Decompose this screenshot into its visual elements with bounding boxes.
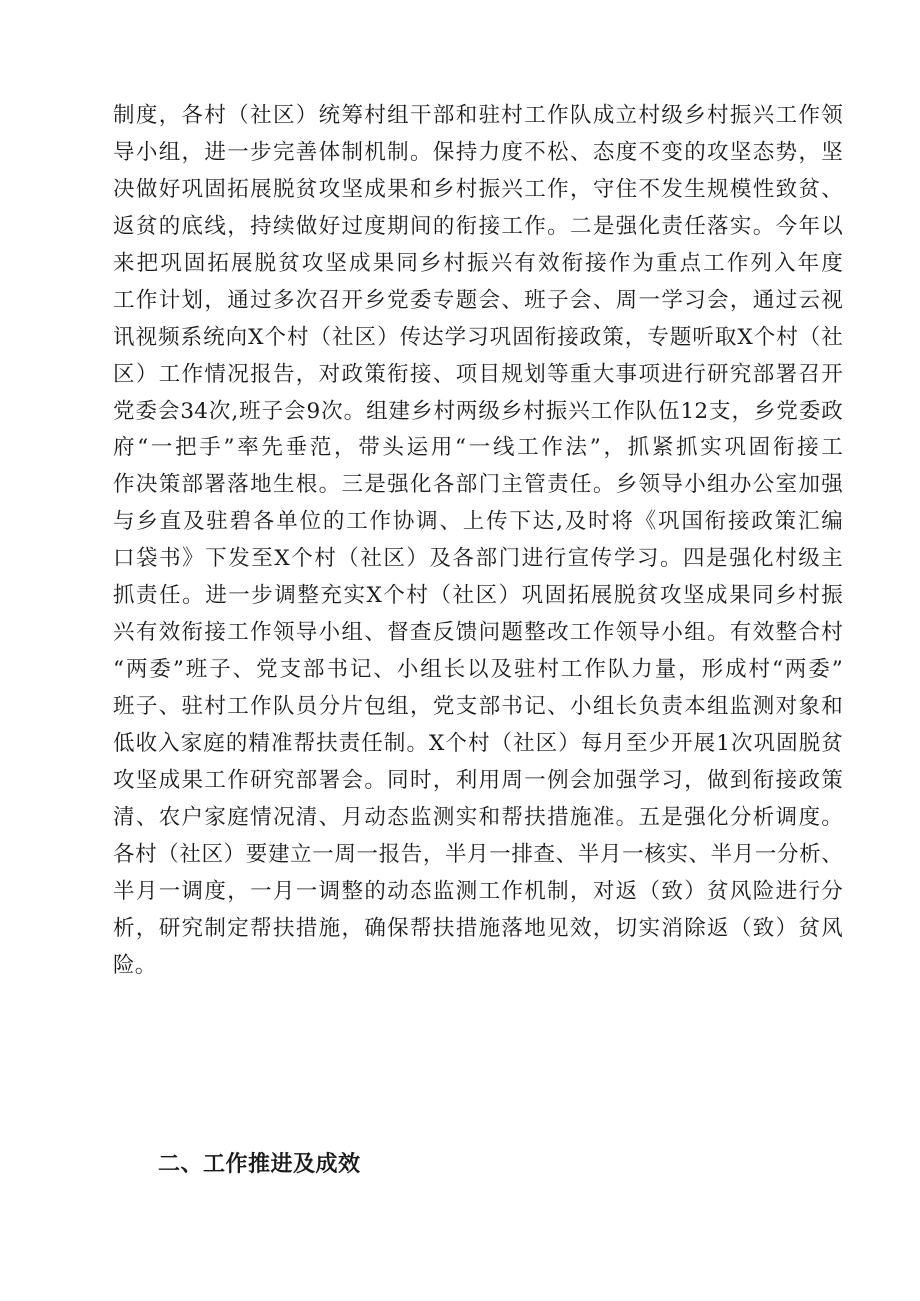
paragraph-line: 抓责任。进一步调整充实X个村（社区）巩固拓展脱贫攻坚成果同乡村振 (113, 583, 843, 609)
paragraph-line: 府“一把手”率先垂范，带头运用“一线工作法”，抓紧抓实巩固衔接工 (113, 435, 843, 461)
paragraph-line: 半月一调度，一月一调整的动态监测工作机制，对返（致）贫风险进行分 (113, 878, 843, 904)
paragraph-line: 作决策部署落地生根。三是强化各部门主管责任。乡领导小组办公室加强 (113, 472, 843, 498)
paragraph-line: 工作计划，通过多次召开乡党委专题会、班子会、周一学习会，通过云视 (113, 287, 843, 313)
paragraph-line: 兴有效衔接工作领导小组、督查反馈问题整改工作领导小组。有效整合村 (113, 620, 843, 646)
paragraph-line: 导小组，进一步完善体制机制。保持力度不松、态度不变的攻坚态势，坚 (113, 139, 843, 165)
paragraph-line: 区）工作情况报告，对政策衔接、项目规划等重大事项进行研究部署召开 (113, 361, 843, 387)
paragraph-line: 讯视频系统向X个村（社区）传达学习巩固衔接政策，专题听取X个村（社 (113, 324, 843, 350)
section-heading: 二、工作推进及成效 (158, 1152, 361, 1177)
paragraph-line: 析，研究制定帮扶措施，确保帮扶措施落地见效，切实消除返（致）贫风 (113, 915, 843, 941)
paragraph-line: 与乡直及驻碧各单位的工作协调、上传下达,及时将《巩国衔接政策汇编 (113, 509, 843, 535)
paragraph-line: 班子、驻村工作队员分片包组，党支部书记、小组长负责本组监测对象和 (113, 694, 843, 719)
paragraph-line: 攻坚成果工作研究部署会。同时，利用周一例会加强学习，做到衔接政策 (113, 767, 843, 793)
paragraph-line: 决做好巩固拓展脱贫攻坚成果和乡村振兴工作，守住不发生规模性致贫、 (113, 176, 843, 202)
paragraph-line: “两委”班子、党支部书记、小组长以及驻村工作队力量，形成村“两委” (113, 657, 843, 683)
paragraph-line: 险。 (113, 952, 157, 978)
paragraph-line: 低收入家庭的精准帮扶责任制。X个村（社区）每月至少开展1次巩固脱贫 (113, 730, 843, 756)
paragraph-line: 口袋书》下发至X个村（社区）及各部门进行宣传学习。四是强化村级主 (113, 546, 843, 572)
paragraph-line: 返贫的底线，持续做好过度期间的衔接工作。二是强化责任落实。今年以 (113, 213, 843, 239)
paragraph-line: 来把巩固拓展脱贫攻坚成果同乡村振兴有效衔接作为重点工作列入年度 (113, 250, 843, 276)
paragraph-line: 清、农户家庭情况清、月动态监测实和帮扶措施准。五是强化分析调度。 (113, 804, 843, 830)
paragraph-line: 制度，各村（社区）统筹村组干部和驻村工作队成立村级乡村振兴工作领 (113, 103, 843, 128)
paragraph-line: 各村（社区）要建立一周一报告，半月一排查、半月一核实、半月一分析、 (113, 841, 843, 867)
paragraph-line: 党委会34次,班子会9次。组建乡村两级乡村振兴工作队伍12支，乡党委政 (113, 398, 843, 424)
body-paragraph (113, 98, 843, 985)
